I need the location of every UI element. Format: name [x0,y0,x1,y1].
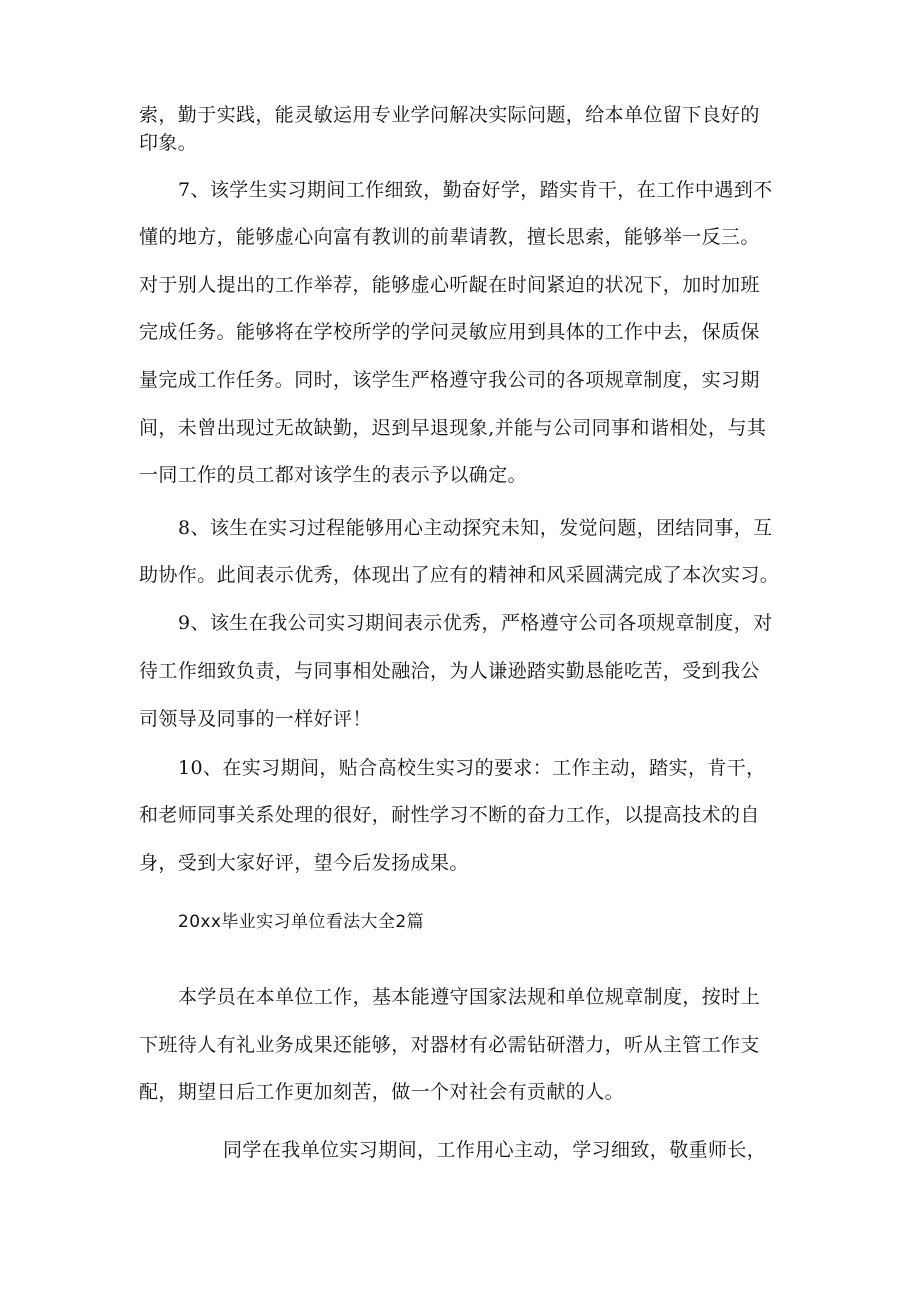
paragraph-10-line-2: 和老师同事关系处理的很好，耐性学习不断的奋力工作，以提高技术的自 [139,804,760,826]
paragraph-11-line-2: 下班待人有礼业务成果还能够，对器材有必需钻研潜力，听从主管工作支 [139,1034,760,1056]
paragraph-7-line-2: 懂的地方，能够虚心向富有教训的前辈请教，擅长思索，能够举一反三。 [139,226,760,248]
paragraph-9-line-2: 待工作细致负责，与同事相处融洽，为人谦逊踏实勤恳能吃苦，受到我公 [139,660,760,682]
paragraph-7-line-5: 量完成工作任务。同时，该学生严格遵守我公司的各项规章制度，实习期 [139,369,760,391]
paragraph-intro-line-1: 索，勤于实践，能灵敏运用专业学问解决实际问题，给本单位留下良好的 [139,104,760,126]
paragraph-7-line-6: 间，未曾出现过无故缺勤，迟到早退现象,并能与公司同事和谐相处，与其 [139,417,767,439]
paragraph-7-line-3: 对于别人提出的工作举荐，能够虚心听龊在时间紧迫的状况下，加时加班 [139,274,760,296]
paragraph-10-line-1: 10、在实习期间，贴合高校生实习的要求：工作主动，踏实，肯干， [178,757,766,779]
paragraph-9-line-3: 司领导及同事的一样好评！ [139,708,372,730]
paragraph-8-line-2: 助协作。此间表示优秀，体现出了应有的精神和风采圆满完成了本次实习。 [139,564,780,586]
paragraph-7-line-1: 7、该学生实习期间工作细致，勤奋好学，踏实肯干，在工作中遇到不 [178,179,773,201]
section-heading: 20xx毕业实习单位看法大全2篇 [178,912,424,932]
paragraph-7-line-7: 一同工作的员工都对该学生的表示予以确定。 [139,464,528,486]
paragraph-8-line-1: 8、该生在实习过程能够用心主动探究未知，发觉问题，团结同事，互 [178,517,773,539]
paragraph-10-line-3: 身，受到大家好评，望今后发扬成果。 [139,852,469,874]
paragraph-12-line-1: 同学在我单位实习期间，工作用心主动，学习细致，敬重师长， [223,1139,767,1161]
paragraph-intro-line-2: 印象。 [139,132,198,154]
paragraph-11-line-1: 本学员在本单位工作，基本能遵守国家法规和单位规章制度，按时上 [178,986,761,1008]
paragraph-9-line-1: 9、该生在我公司实习期间表示优秀，严格遵守公司各项规章制度，对 [178,612,773,634]
paragraph-7-line-4: 完成任务。能够将在学校所学的学问灵敏应用到具体的工作中去，保质保 [139,321,760,343]
paragraph-11-line-3: 配，期望日后工作更加刻苦，做一个对社会有贡献的人。 [139,1081,625,1103]
